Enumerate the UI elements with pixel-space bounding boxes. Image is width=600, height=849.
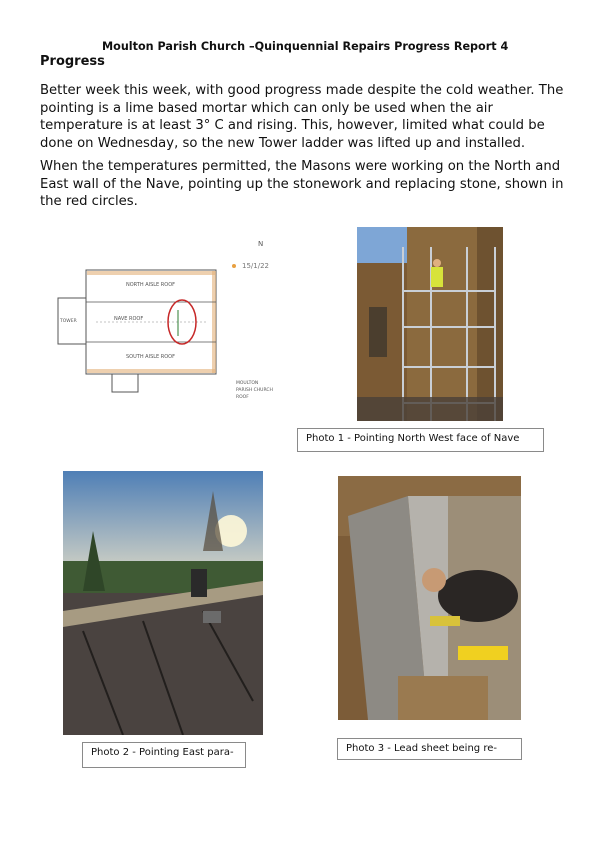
plan-legend-1: MOULTON (236, 381, 259, 386)
section-heading: Progress (40, 54, 105, 69)
plan-north-aisle-label: NORTH AISLE ROOF (126, 282, 176, 288)
plan-legend-2: PARISH CHURCH (236, 388, 273, 393)
plan-north-label: N (258, 240, 264, 248)
plan-dot-icon (232, 264, 236, 268)
plan-nave-label: NAVE ROOF (114, 316, 144, 322)
photo-1-caption: Photo 1 - Pointing North West face of Nave (297, 428, 544, 452)
photo-2-caption: Photo 2 - Pointing East para- (82, 742, 246, 768)
plan-date-note: 15/1/22 (242, 262, 269, 270)
photo-2-east-parapet (63, 471, 263, 735)
plan-legend-3: ROOF (236, 395, 249, 400)
report-title: Moulton Parish Church –Quinquennial Repairs Progress Report 4 (102, 40, 509, 53)
photo-3-lead-sheet (338, 476, 521, 720)
body-paragraph-1: Better week this week, with good progress made despite the cold weather. The pointing is a lime based mortar which can only be used when the air temperature is at least 3° C and rising. This, however, limited what could be done on Wednesday, so the new Tower ladder was lifted up and installed. (40, 83, 564, 151)
plan-tower-label: TOWER (60, 319, 77, 324)
photo-1-tower-scaffold (357, 227, 503, 421)
roof-plan-sketch (36, 224, 294, 420)
body-paragraph-2: When the temperatures permitted, the Masons were working on the North and East wall of the Nave, pointing up the stonework and replacing stone, shown in the red circles. (40, 159, 564, 210)
photo-3-caption: Photo 3 - Lead sheet being re- (337, 738, 522, 760)
plan-south-aisle-label: SOUTH AISLE ROOF (126, 354, 175, 360)
